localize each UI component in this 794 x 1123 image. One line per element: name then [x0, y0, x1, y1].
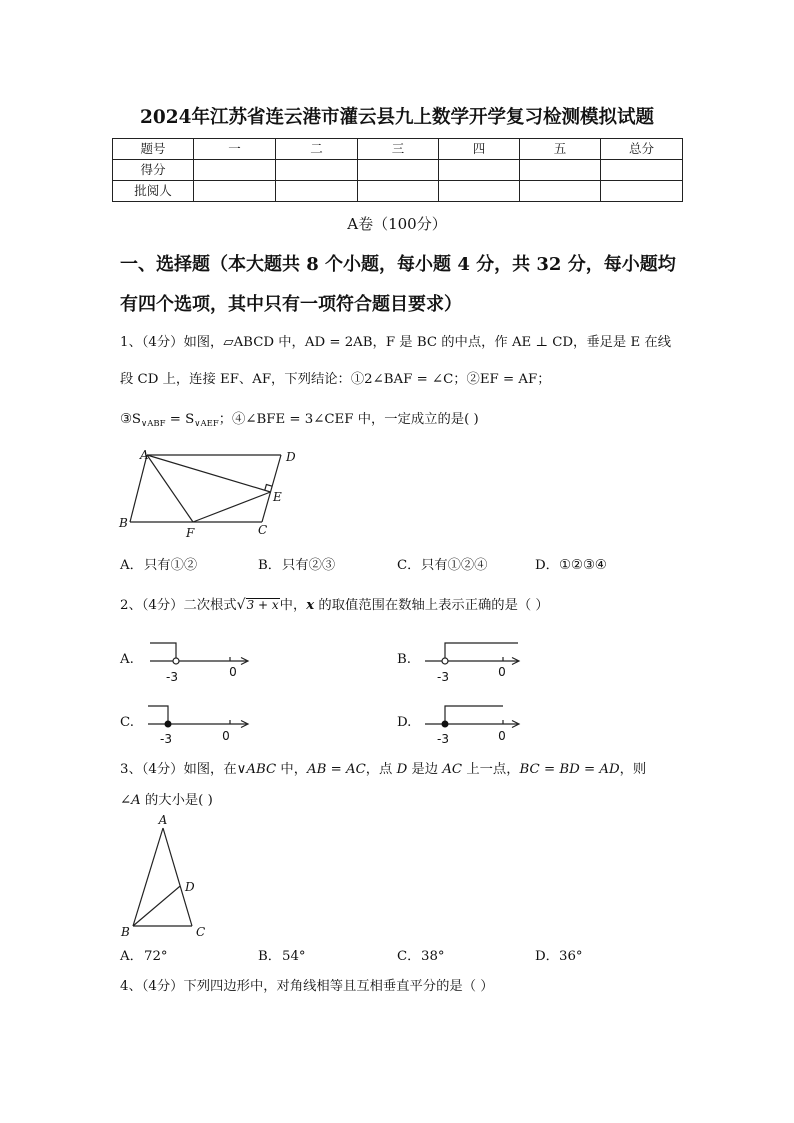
- q3-option-b: [258, 949, 306, 965]
- q1-option-d: [535, 558, 607, 574]
- vertex-label-b: B: [119, 516, 128, 530]
- q3-math-angle-a: ∠A: [120, 793, 141, 808]
- score-cell: [601, 160, 683, 181]
- section-heading-line-2: 有四个选项，其中只有一项符合题目要求）: [120, 294, 462, 315]
- grader-cell: [276, 181, 358, 202]
- range-bracket: [150, 643, 176, 658]
- q2-variable-x: x: [306, 598, 315, 613]
- number-line-a: [145, 636, 255, 684]
- score-cell: [276, 160, 358, 181]
- part-title: A卷（100分）: [347, 215, 447, 233]
- vertex-label-b: B: [121, 925, 130, 939]
- option-key: B．: [258, 558, 282, 573]
- question-1-line-1: 1、（4分）如图，▱ABCD 中，AD = 2AB，F 是 BC 的中点，作 AE ⊥ CD，垂足是 E 在线: [120, 335, 671, 350]
- triangle-figure: [115, 812, 210, 940]
- vertex-label-a: A: [158, 813, 168, 827]
- label-neg-three: -3: [166, 670, 178, 684]
- q1-line3-subscript-1: ∨ABF: [141, 419, 166, 429]
- label-zero: 0: [498, 729, 506, 743]
- score-cell: [439, 160, 520, 181]
- header-cell-part-3: 三: [358, 139, 439, 160]
- option-text: 只有①②: [144, 558, 198, 573]
- q3-math-bc-bd-ad: BC = BD = AD: [519, 762, 620, 777]
- option-text: 72°: [144, 949, 168, 964]
- header-cell-part-1: 一: [194, 139, 276, 160]
- question-2-line-1: [120, 597, 549, 614]
- point-label-f: F: [186, 526, 195, 540]
- label-zero: 0: [222, 729, 230, 743]
- question-4-line-1: 4、（4分）下列四边形中，对角线相等且互相垂直平分的是（ ）: [120, 979, 494, 994]
- header-cell-total: 总分: [601, 139, 683, 160]
- row-label-score: 得分: [113, 160, 194, 181]
- q2-text-3: 的取值范围在数轴上表示正确的是（ ）: [314, 598, 549, 613]
- range-bracket: [445, 706, 503, 724]
- option-text: 38°: [421, 949, 445, 964]
- segment-ae: [147, 455, 271, 492]
- option-text: 36°: [559, 949, 583, 964]
- q3-text-3: ，点: [365, 762, 397, 777]
- closed-point: [165, 721, 171, 727]
- score-table-header-row: [113, 139, 683, 160]
- label-zero: 0: [498, 665, 506, 679]
- option-key: C．: [397, 558, 421, 573]
- q2-option-b-key: B.: [397, 652, 411, 667]
- option-text: ①②③④: [559, 558, 607, 573]
- grader-row: [113, 181, 683, 202]
- vertex-label-a: A: [140, 448, 149, 462]
- option-key: A．: [120, 558, 143, 573]
- q1-line3-text-1: ③S: [120, 412, 142, 427]
- header-cell-part-2: 二: [276, 139, 358, 160]
- q1-option-b: [258, 558, 335, 574]
- option-key: D．: [535, 558, 559, 573]
- q2-option-a-key: A.: [120, 652, 134, 667]
- q1-line3-subscript-2: ∨AEF: [194, 419, 219, 429]
- header-cell-question-number: 题号: [113, 139, 194, 160]
- point-label-d: D: [185, 880, 195, 894]
- range-bracket: [445, 643, 518, 658]
- option-key: D．: [535, 949, 559, 964]
- vertex-label-c: C: [258, 523, 268, 537]
- label-neg-three: -3: [437, 670, 449, 684]
- q3-math-ab-ac: AB = AC: [307, 762, 366, 777]
- grader-cell: [601, 181, 683, 202]
- option-key: A．: [120, 949, 143, 964]
- vertex-label-d: D: [286, 450, 296, 464]
- header-cell-part-4: 四: [439, 139, 520, 160]
- q3-text-7: 的大小是( ): [140, 793, 213, 808]
- q3-option-a: [120, 949, 168, 965]
- score-cell: [358, 160, 439, 181]
- segment-ab: [130, 455, 147, 522]
- segment-bd: [133, 886, 180, 926]
- open-point: [442, 658, 448, 664]
- q3-text-4: 是边: [407, 762, 443, 777]
- q1-option-c: [397, 558, 487, 574]
- q2-option-d-key: D.: [397, 715, 412, 730]
- question-3-line-1: [120, 762, 646, 778]
- score-cell: [194, 160, 276, 181]
- point-label-e: E: [273, 490, 282, 504]
- label-neg-three: -3: [160, 732, 172, 746]
- option-text: 只有①②④: [421, 558, 488, 573]
- row-label-grader: 批阅人: [113, 181, 194, 202]
- range-bracket: [148, 706, 168, 724]
- section-heading-line-1: 一、选择题（本大题共 8 个小题，每小题 4 分，共 32 分，每小题均: [120, 254, 676, 275]
- segment-fe: [193, 492, 271, 522]
- q1-line3-text-2: = S: [165, 412, 195, 427]
- closed-point: [442, 721, 448, 727]
- q2-option-c-key: C.: [120, 715, 134, 730]
- q2-text-2: 中，: [279, 598, 307, 613]
- number-line-d: [422, 699, 522, 747]
- q3-text-6: ，则: [619, 762, 647, 777]
- score-row: [113, 160, 683, 181]
- score-cell: [520, 160, 601, 181]
- vertex-label-c: C: [196, 925, 206, 939]
- question-1-line-3: [120, 412, 479, 428]
- q3-option-d: [535, 949, 583, 965]
- q3-math-d: D: [396, 762, 408, 777]
- q3-text-5: 上一点，: [462, 762, 520, 777]
- parallelogram-figure: [110, 443, 300, 543]
- q1-line3-text-3: ；④∠BFE = 3∠CEF 中，一定成立的是( ): [218, 412, 479, 427]
- q3-math-ac: AC: [442, 762, 463, 777]
- q3-text-1: 3、（4分）如图，在: [120, 762, 237, 777]
- radical-sign: √: [236, 597, 246, 613]
- score-table: [112, 138, 683, 202]
- q3-math-triangle: ∨ABC: [236, 762, 277, 777]
- q3-text-2: 中，: [276, 762, 308, 777]
- option-key: C．: [397, 949, 421, 964]
- segment-ac: [163, 828, 192, 926]
- label-zero: 0: [229, 665, 237, 679]
- segment-ab: [133, 828, 163, 926]
- question-3-line-2: [120, 793, 213, 809]
- page-title: 2024年江苏省连云港市灌云县九上数学开学复习检测模拟试题: [140, 107, 654, 128]
- number-line-c: [143, 699, 253, 747]
- open-point: [173, 658, 179, 664]
- q2-text-1: 2、（4分）二次根式: [120, 598, 237, 613]
- grader-cell: [358, 181, 439, 202]
- label-neg-three: -3: [437, 732, 449, 746]
- q1-option-a: [120, 558, 197, 574]
- option-key: B．: [258, 949, 282, 964]
- grader-cell: [194, 181, 276, 202]
- number-line-b: [422, 636, 522, 684]
- q3-option-c: [397, 949, 445, 965]
- radicand: 3 + x: [246, 598, 279, 612]
- question-1-line-2: 段 CD 上，连接 EF、AF，下列结论：①2∠BAF = ∠C；②EF = AF；: [120, 372, 551, 387]
- grader-cell: [520, 181, 601, 202]
- grader-cell: [439, 181, 520, 202]
- option-text: 54°: [282, 949, 306, 964]
- option-text: 只有②③: [282, 558, 336, 573]
- header-cell-part-5: 五: [520, 139, 601, 160]
- segment-af: [147, 455, 193, 522]
